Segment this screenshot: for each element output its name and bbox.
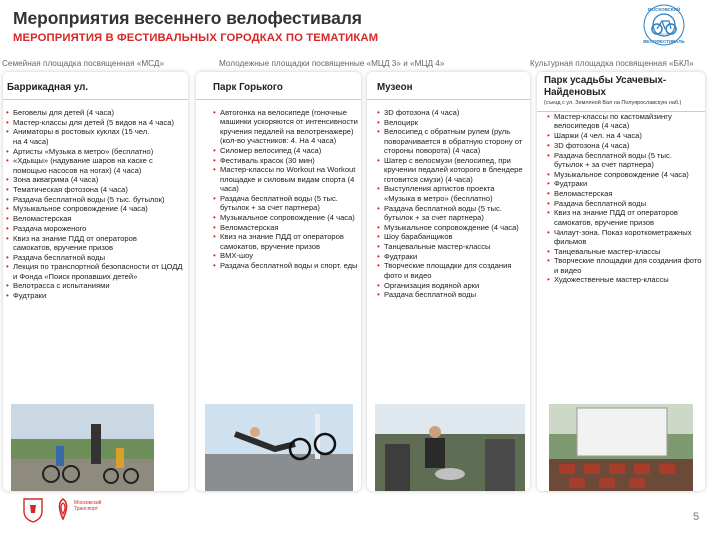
list-item: • Квиз на знание ПДД от операторов самокатов, вручение призов xyxy=(6,234,156,253)
list-item: • Раздача бесплатной воды xyxy=(547,199,702,208)
list-item: • «Хдыщы» (надувание шаров на каске с помощью насосов на ногах) (4 часа) xyxy=(6,156,166,175)
list-item: • Велотрасса с испытаниями xyxy=(6,281,187,290)
list-item: • 3D фотозона (4 часа) xyxy=(547,141,702,150)
list-item: • Беговелы для детей (4 часа) xyxy=(6,108,187,117)
list-item: • Фудтраки xyxy=(377,252,527,261)
category-youth: Молодежные площадки посвященные «МЦД 3» и «МЦД 4» xyxy=(219,59,445,68)
list-item: • 3D фотозона (4 часа) xyxy=(377,108,527,117)
list-item: • Организация водяной арки xyxy=(377,281,527,290)
list-item: • Раздача бесплатной воды (5 тыс. бутылок + за счет партнера) xyxy=(547,151,702,170)
photo-bmx-show xyxy=(205,404,353,491)
list-item: • Фудтраки xyxy=(547,179,702,188)
venue-name: Парк усадьбы Усачевых-Найденовых xyxy=(544,75,667,98)
moscow-coat-of-arms-icon xyxy=(22,497,44,523)
moscow-transport-logo-icon xyxy=(55,498,71,520)
list-item: • Раздача бесплатной воды (5 тыс. бутылок + за счет партнера) xyxy=(377,204,527,223)
list-item: • Художественные мастер-классы xyxy=(547,275,702,284)
activity-list xyxy=(213,108,358,271)
list-item: • Раздача бесплатной воды (5 тыс. бутылок + за счет партнера) xyxy=(213,194,358,213)
list-item: • Творческие площадки для создания фото и видео xyxy=(377,261,527,280)
list-item: • Силомер велосипед (4 часа) xyxy=(213,146,358,155)
svg-text:ВЕЛОФЕСТИВАЛЬ: ВЕЛОФЕСТИВАЛЬ xyxy=(643,39,685,44)
list-item: • Раздача бесплатной воды xyxy=(6,253,187,262)
list-item: • Шатер с велосмузи (велосипед, при кручении педалей которого в блендере готовится смузи) (4 часа) xyxy=(377,156,527,184)
list-item: • Мастер-классы по Workout на Workout площадке и силовым видам спорта (4 часа) xyxy=(213,165,358,193)
list-item: • Раздача бесплатной воды и спорт. еды xyxy=(213,261,358,270)
list-item: • Квиз на знание ПДД от операторов самокатов, вручение призов xyxy=(213,232,358,251)
activity-list xyxy=(547,112,702,285)
list-item: • Творческие площадки для создания фото и видео xyxy=(547,256,702,275)
festival-logo xyxy=(632,2,696,48)
activity-list xyxy=(377,108,527,300)
list-item: • Веломастерская xyxy=(213,223,358,232)
list-item: • Артисты «Музыка в метро» (бесплатно) xyxy=(6,147,187,156)
list-item: • Раздача мороженого xyxy=(6,224,187,233)
list-item: • Квиз на знание ПДД от операторов самокатов, вручение призов xyxy=(547,208,702,227)
list-item: • Велосипед с обратным рулем (руль поворачивается в обратную сторону от стороны поворота) (4 часа) xyxy=(377,127,527,155)
list-item: • Фестиваль красок (30 мин) xyxy=(213,156,358,165)
list-item: • Тематическая фотозона (4 часа) xyxy=(6,185,187,194)
list-item: • Веломастерская xyxy=(547,189,702,198)
category-family: Семейная площадка посвященная «МСД» xyxy=(2,59,164,68)
list-item: • Музыкальное сопровождение (4 часа) xyxy=(213,213,358,222)
photo-kids-balance-bikes xyxy=(11,404,154,491)
list-item: • BMX-шоу xyxy=(213,251,358,260)
list-item: • Шаржи (4 чел. на 4 часа) xyxy=(547,131,702,140)
list-item: • Зона аквагрима (4 часа) xyxy=(6,175,187,184)
list-item: • Веломастерская xyxy=(6,214,187,223)
list-item: • Шоу барабанщиков xyxy=(377,232,527,241)
list-item: • Музыкальное сопровождение (4 часа) xyxy=(547,170,702,179)
list-item: • Раздача бесплатной воды (5 тыс. бутылок) xyxy=(6,195,187,204)
list-item: • Танцевальные мастер-классы xyxy=(547,247,702,256)
venue-note: (съезд с ул. Земляной Вал на Полуярославскую наб.) xyxy=(544,100,682,106)
venue-name: Парк Горького xyxy=(213,82,283,93)
photo-drummers xyxy=(375,404,525,491)
transport-logo-text: Московский Транспорт xyxy=(74,500,102,512)
list-item: • Музыкальное сопровождение (4 часа) xyxy=(6,204,187,213)
list-item: • Аниматоры в ростовых куклах (15 чел. на 4 часа) xyxy=(6,127,156,146)
activity-list xyxy=(6,108,187,301)
svg-text:МОСКОВСКИЙ: МОСКОВСКИЙ xyxy=(647,7,681,12)
category-culture: Культурная площадка посвященная «БКЛ» xyxy=(530,59,694,68)
list-item: • Раздача бесплатной воды xyxy=(377,290,527,299)
photo-outdoor-cinema xyxy=(549,404,693,491)
list-item: • Музыкальное сопровождение (4 часа) xyxy=(377,223,527,232)
list-item: • Велоцирк xyxy=(377,118,527,127)
list-item: • Мастер-классы по кастомайзингу велосипедов (4 часа) xyxy=(547,112,702,131)
list-item: • Мастер-классы для детей (5 видов на 4 часа) xyxy=(6,118,187,127)
list-item: • Лекция по транспортной безопасности от ЦОДД и Фонда «Поиск пропавших детей» xyxy=(6,262,187,281)
svg-text:2023: 2023 xyxy=(660,33,668,37)
page-number: 5 xyxy=(693,511,700,523)
venue-name: Музеон xyxy=(377,82,413,93)
list-item: • Фудтраки xyxy=(6,291,187,300)
list-item: • Танцевальные мастер-классы xyxy=(377,242,527,251)
list-item: • Чилаут-зона. Показ короткометражных фильмов xyxy=(547,228,702,247)
list-item: • Автогонка на велосипеде (гоночные машинки ускоряются от интенсивности кручения педалей на велотренажере) (кол-во участников: 4. На 4 часа) xyxy=(213,108,358,146)
venue-name: Баррикадная ул. xyxy=(7,82,89,93)
list-item: • Выступления артистов проекта «Музыка в метро» (бесплатно) xyxy=(377,184,527,203)
page-subtitle: МЕРОПРИЯТИЯ В ФЕСТИВАЛЬНЫХ ГОРОДКАХ ПО ТЕМАТИКАМ xyxy=(13,32,379,44)
page-title: Мероприятия весеннего велофестиваля xyxy=(13,8,362,28)
